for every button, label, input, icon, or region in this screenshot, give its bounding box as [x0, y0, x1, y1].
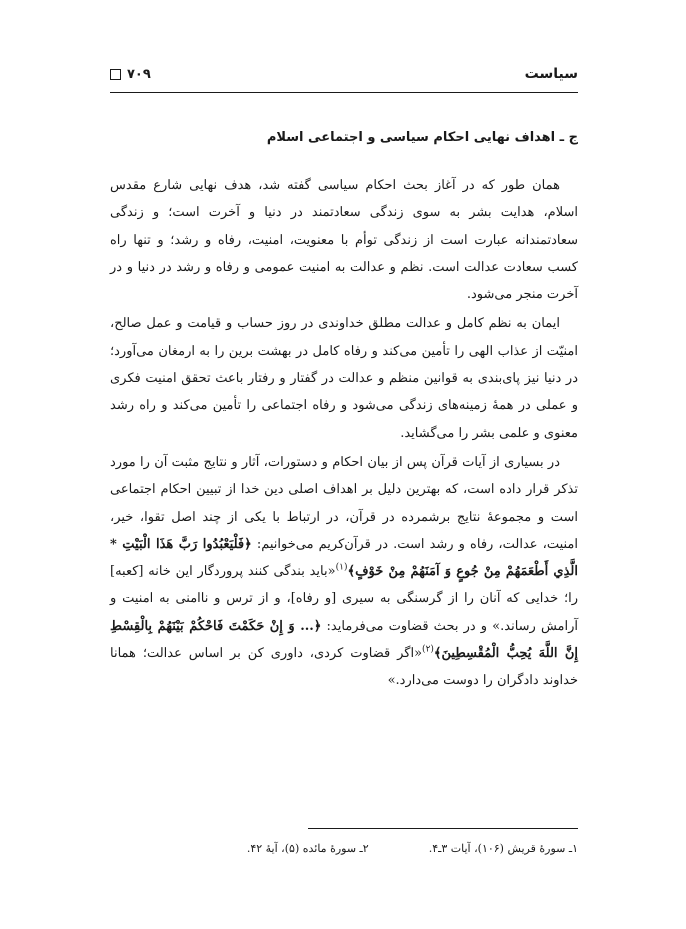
paragraph-3-intro: در بسیاری از آیات قرآن پس از بیان احکام و دستورات، آثار و نتایج مثبت آن را مورد تذکر قرار داده است، که بهترین دلیل بر اهداف اصلی دین خدا از تبیین احکام اجتماعی است و مجموعهٔ نتایج برشمرده در قرآن، در ارتباط با یکی از چند اصل تقوا، خیر، امنیت، عدالت، رفاه و رشد است. در قرآن‌کریم می‌خوانیم: [110, 454, 578, 552]
running-header [110, 62, 578, 86]
main-text [110, 120, 578, 697]
square-bullet-icon [110, 69, 121, 80]
footnote-2: ۲ـ سورهٔ مائده (۵)، آیهٔ ۴۲. [246, 842, 369, 855]
quran-verse-2: ﴿... وَ إِنْ حَكَمْتَ فَاحْكُمْ بَيْنَهُمْ بِالْقِسْطِ إِنَّ اللَّهَ يُحِبُّ الْمُقْسِطِينَ﴾ [110, 618, 578, 662]
page-number: ۷۰۹ [127, 66, 151, 82]
paragraph-3 [110, 449, 578, 695]
footnote-ref-2: (۲) [422, 644, 434, 655]
section-heading: ج ـ اهداف نهایی احکام سیاسی و اجتماعی اسلام [266, 130, 578, 145]
page-number-block [110, 67, 151, 82]
header-rule [110, 92, 578, 93]
verse-2-translation: «اگر قضاوت کردی، داوری کن بر اساس عدالت؛ همانا خداوند دادگران را دوست می‌دارد.» [110, 646, 578, 689]
footnote-ref-1: (۱) [335, 562, 348, 573]
quran-verse-1: ﴿فَلْيَعْبُدُوا رَبَّ هَذَا الْبَيْتِ * الَّذِي أَطْعَمَهُمْ مِنْ جُوعٍ وَ آمَنَهُمْ مِنْ خَوْفٍ﴾ [110, 536, 578, 580]
footnote-1: ۱ـ سورهٔ قریش (۱۰۶)، آیات ۳ـ۴. [428, 842, 578, 855]
footnote-rule [308, 828, 578, 829]
paragraph-2: ایمان به نظم کامل و عدالت مطلق خداوندی در روز حساب و قیامت و عمل صالح، امنیّت از عذاب الهی را تأمین می‌کند و رفاه کامل در بهشت برین را به ارمغان می‌آورد؛ در دنیا نیز پای‌بندی به قوانین منظم و عدالت در گفتار و رفتار باعث تحقق امنیت فکری و عملی در همهٔ زمینه‌های زندگی می‌شود و رفاه اجتماعی را تأمین می‌کند و راه رشد معنوی و علمی بشر را می‌گشاید. [110, 316, 578, 441]
chapter-title: سیاست [524, 66, 578, 82]
paragraph-1: همان طور که در آغاز بحث احکام سیاسی گفته شد، هدف نهایی شارع مقدس اسلام، هدایت بشر به سوی زندگی سعادتمند در دنیا و آخرت است؛ و زندگی سعادتمندانه عبارت است از زندگی توأم با معنویت، امنیت، رفاه و رشد؛ و تنها راه کسب سعادت عدالت است. نظم و عدالت به امنیت عمومی و رفاه و رشد در دنیا و در آخرت منجر می‌شود. [110, 178, 578, 303]
footnotes [110, 840, 578, 858]
verse-1-translation: «باید بندگی کنند پروردگار این خانه [کعبه] را؛ خدایی که آنان را از گرسنگی به سیری [و رفاه]، و از ترس و ناامنی به امنیت و آرامش رساند.» و در بحث قضاوت می‌فرماید: [110, 564, 578, 634]
